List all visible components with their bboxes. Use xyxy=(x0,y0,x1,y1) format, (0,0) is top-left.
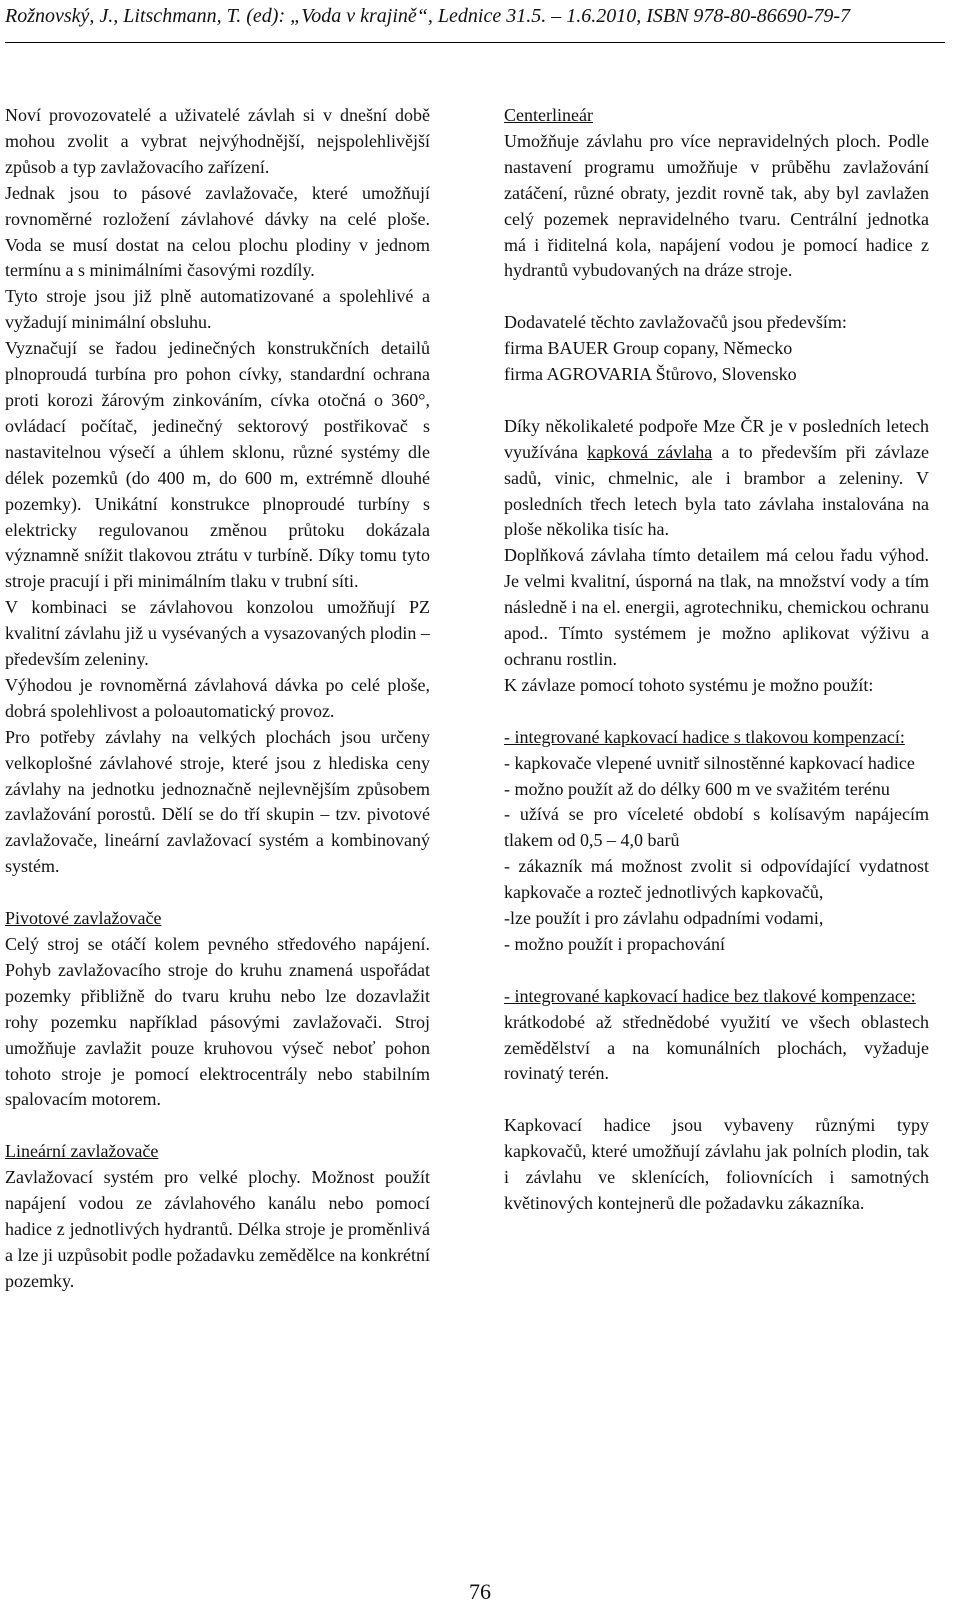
supplier-bauer: firma BAUER Group copany, Německo xyxy=(504,338,793,359)
list-item: - možno použít až do délky 600 m ve svažitém terénu xyxy=(504,778,890,799)
paragraph-combination: V kombinaci se závlahovou konzolou umožňují PZ kvalitní závlahu již u vysévaných a vysazovaných plodin – především zeleniny. xyxy=(5,597,430,670)
heading-linear: Lineární zavlažovače xyxy=(5,1141,159,1162)
drip-irrigation-term: kapková závlaha xyxy=(587,441,713,462)
drip-text-before: Díky několikaleté podpoře Mze ČR je v posledních letech využívána xyxy=(504,415,929,462)
paragraph-linear: Zavlažovací systém pro velké plochy. Možnost použít napájení vodou ze závlahového kanálu nebo pomocí hadice z jednotlivých hydrantů. Délka stroje je proměnlivá a lze ji uzpůsobit podle požadavku zemědělce na konkrétní pozemky. xyxy=(5,1167,430,1291)
list-item: - zákazník má možnost zvolit si odpovídající vydatnost kapkovače a rozteč jednotlivých kapkovačů, xyxy=(504,856,929,903)
left-column xyxy=(5,103,430,1295)
running-header: Rožnovský, J., Litschmann, T. (ed): „Voda v krajině“, Lednice 31.5. – 1.6.2010, ISBN 978-80-86690-79-7 xyxy=(5,5,851,27)
list-item: -lze použít i pro závlahu odpadními vodami, xyxy=(504,908,824,929)
list-heading-non-compensated: - integrované kapkovací hadice bez tlakové kompenzace: xyxy=(504,985,916,1006)
list-item: - kapkovače vlepené uvnitř silnostěnné kapkovací hadice xyxy=(504,752,915,773)
paragraph-large-area: Pro potřeby závlahy na velkých plochách jsou určeny velkoplošné závlahové stroje, které jsou z hlediska ceny závlahy na jednotku jednoznačně nejlevnějším způsobem zavlažování porostů. Dělí se do tří skupin – tzv. pivotové zavlažovače, lineární zavlažovací systém a kombinovaný systém. xyxy=(5,726,430,877)
paragraph-advantage: Výhodou je rovnoměrná závlahová dávka po celé ploše, dobrá spolehlivost a poloautomatický provoz. xyxy=(5,674,430,721)
right-column xyxy=(504,103,929,1217)
paragraph-additional-irrigation: Doplňková závlaha tímto detailem má celou řadu výhod. Je velmi kvalitní, úsporná na tlak, na množství vody a tím následně i na el. energii, agrotechniku, chemickou ochranu apod.. Tímto systémem je možno aplikovat výživu a ochranu rostlin. xyxy=(504,545,929,669)
heading-centerlinear: Centerlineár xyxy=(504,105,593,125)
paragraph-usage-intro: K závlaze pomocí tohoto systému je možno použít: xyxy=(504,674,874,695)
list-heading-pressure-compensated: - integrované kapkovací hadice s tlakovou kompenzací: xyxy=(504,726,905,747)
list-item: - užívá se pro víceleté období s kolísavým napájecím tlakem od 0,5 – 4,0 barů xyxy=(504,804,929,851)
paragraph-automation: Tyto stroje jsou již plně automatizované a spolehlivé a vyžadují minimální obsluhu. xyxy=(5,286,430,333)
drip-text-after: a to především při závlaze sadů, vinic, chmelnic, ale i brambor a zeleniny. V posledních třech letech byla tato závlaha instalována na ploše několika tisíc ha. xyxy=(504,441,930,540)
heading-pivot: Pivotové zavlažovače xyxy=(5,908,162,929)
paragraph-drip-support xyxy=(504,414,929,544)
paragraph-hose-reel: Jednak jsou to pásové zavlažovače, které umožňují rovnoměrné rozložení závlahové dávky na celé ploše. Voda se musí dostat na celou plochu plodiny v jednom termínu a s minimálními časovými rozdíly. xyxy=(5,182,430,281)
paragraph-centerlinear: Umožňuje závlahu pro více nepravidelných ploch. Podle nastavení programu umožňuje v průběhu zavlažování zatáčení, různé obraty, jezdit rovně tak, aby byl zavlažen celý pozemek nepravidelného tvaru. Centrální jednotka má i řiditelná kola, napájení vodou je pomocí hadice z hydrantů vybudovaných na dráze stroje. xyxy=(504,130,929,281)
paragraph-pivot: Celý stroj se otáčí kolem pevného středového napájení. Pohyb zavlažovacího stroje do kruhu znamená uspořádat pozemky přibližně do tvaru kruhu nebo lze dozavlažit rohy pozemku například pásovými zavlažovači. Stroj umožňuje zavlažit pouze kruhovou výseč neboť pohon tohoto stroje je pomocí elektrocentrály nebo stabilním spalovacím motorem. xyxy=(5,933,430,1110)
page-number: 76 xyxy=(469,1579,491,1604)
paragraph-suppliers-intro: Dodavatelé těchto zavlažovačů jsou především: xyxy=(504,312,847,333)
paragraph-closing: Kapkovací hadice jsou vybaveny různými typy kapkovačů, které umožňují závlahu jak polních plodin, tak i závlahu ve sklenících, foliovnících i samotných květinových kontejnerů dle požadavku zákazníka. xyxy=(504,1115,929,1213)
paragraph-non-compensated: krátkodobé až střednědobé využití ve všech oblastech zemědělství a na komunálních plochách, vyžaduje rovinatý terén. xyxy=(504,1011,929,1084)
supplier-agrovaria: firma AGROVARIA Štůrovo, Slovensko xyxy=(504,364,797,385)
paragraph-features: Vyznačují se řadou jedinečných konstrukčních detailů plnoproudá turbína pro pohon cívky, standardní ochrana proti korozi žárovým zinkováním, cívka otočná o 360°, ovládací počítač, jedinečný sektorový postřikovač s nastavitelnou výsečí a úhlem sklonu, různé systémy dle délek pozemků (do 400 m, do 600 m, extrémně dlouhé pozemky). Unikátní konstrukce plnoproudé turbíny s elektricky regulovanou změnou průtoku dokázala významně snížit tlakovou ztrátu v turbíně. Díky tomu tyto stroje pracují i při minimálním tlaku v trubní síti. xyxy=(5,338,430,592)
header-rule xyxy=(5,42,945,43)
list-item: - možno použít i propachování xyxy=(504,933,725,954)
paragraph-intro: Noví provozovatelé a uživatelé závlah si v dnešní době mohou zvolit a vybrat nejvýhodnější, nejspolehlivější způsob a typ zavlažovacího zařízení. xyxy=(5,105,430,177)
